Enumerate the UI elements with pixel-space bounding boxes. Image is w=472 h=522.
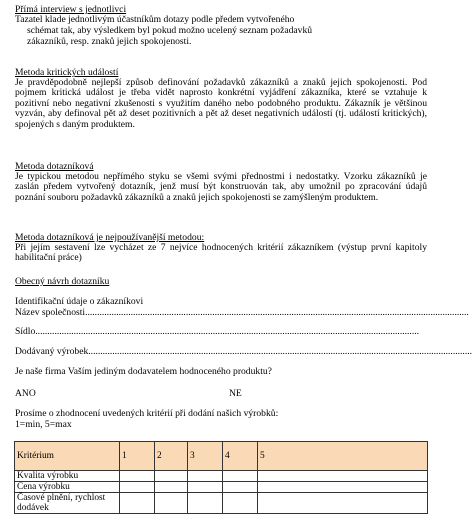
section-body-most-used: Při jejím sestavení lze vycházet ze 7 nejvíce hodnocených kritérií zákazníkem (výstup první kapitoly habilitační práce)	[15, 242, 427, 264]
score-cell[interactable]	[155, 471, 188, 482]
section-body-interview	[15, 14, 427, 47]
answer-no: NE	[229, 388, 242, 399]
score-cell[interactable]	[120, 471, 155, 482]
fill-dots: ................................................................................................................................................................	[35, 326, 420, 337]
score-cell[interactable]	[120, 493, 155, 514]
score-cell[interactable]	[188, 471, 223, 482]
text-line: Tazatel klade jednotlivým účastníkům dotazy podle předem vytvořeného	[15, 14, 295, 25]
table-row	[15, 482, 428, 493]
identification-label: Identifikační údaje o zákazníkovi	[15, 296, 144, 307]
sole-supplier-question: Je naše firma Vaším jediným dodavatelem hodnoceného produktu?	[15, 366, 272, 377]
criterion-cell: Časové plnění, rychlost dodávek	[15, 493, 120, 514]
rating-scale: 1=min, 5=max	[15, 419, 72, 430]
seat-field	[15, 326, 420, 337]
fill-dots: ................................................................................................................................................................	[88, 346, 472, 357]
criterion-cell: Cena výrobku	[15, 482, 120, 493]
score-cell[interactable]	[155, 493, 188, 514]
text-line: schémat tak, aby výsledkem byl pokud možno ucelený seznam požadavků	[27, 25, 313, 36]
header-score-1: 1	[120, 442, 155, 471]
company-name-label: Název společnosti	[15, 307, 86, 318]
section-heading-critical-events: Metoda kritických událostí	[15, 67, 119, 78]
section-body-critical-events: Je pravděpodobně nejlepší způsob definování požadavků zákazníků a znaků jejich spokojenosti. Pod pojmem kritická událost je třeba vidět naprosto konkrétní vyjádření zákazníka, které se vztahuje k pozitivní nebo negativní zkušenosti s využitím daného nebo podobného produktu. Zákazník je většinou vyzván, aby definoval pět až deset pozitivních a pět až deset negativních událostí (tj. událostí kritických), spojených s daným produktem.	[15, 77, 427, 130]
company-name-field	[15, 307, 469, 318]
section-heading-interview: Přímá interview s jednotlivci	[15, 4, 127, 15]
score-cell[interactable]	[188, 493, 223, 514]
score-cell[interactable]	[258, 493, 428, 514]
section-heading-questionnaire-draft: Obecný návrh dotazníku	[15, 276, 110, 287]
criterion-cell: Kvalita výrobku	[15, 471, 120, 482]
header-score-3: 3	[188, 442, 223, 471]
header-criterion: Kritérium	[15, 442, 120, 471]
answer-yes: ANO	[15, 388, 36, 399]
header-score-4: 4	[223, 442, 258, 471]
table-row	[15, 493, 428, 514]
rating-prompt: Prosíme o zhodnocení uvedených kritérií při dodání našich výrobků:	[15, 408, 279, 419]
seat-label: Sídlo	[15, 326, 36, 337]
header-score-2: 2	[155, 442, 188, 471]
fill-dots: ................................................................................................................................................................	[85, 307, 469, 318]
score-cell[interactable]	[223, 482, 258, 493]
score-cell[interactable]	[155, 482, 188, 493]
section-heading-questionnaire: Metoda dotazníková	[15, 161, 94, 172]
table-row	[15, 471, 428, 482]
score-cell[interactable]	[223, 471, 258, 482]
product-label: Dodávaný výrobek	[15, 346, 89, 357]
score-cell[interactable]	[120, 482, 155, 493]
header-score-5: 5	[258, 442, 428, 471]
product-field	[15, 346, 472, 357]
score-cell[interactable]	[223, 493, 258, 514]
score-cell[interactable]	[258, 482, 428, 493]
table-header-row	[15, 442, 428, 471]
section-body-questionnaire: Je typickou metodou nepřímého styku se všemi svými přednostmi i nedostatky. Vzorku zákazníků je zaslán předem vytvořený dotazník, jenž musí být konstruován tak, aby umožnil po zpracování údajů poznání souboru požadavků zákazníků a znaků jejich spokojenosti se zamýšleným produktem.	[15, 171, 427, 203]
section-heading-most-used: Metoda dotazníková je nejpoužívanější metodou:	[15, 232, 205, 243]
rating-table	[14, 441, 428, 514]
text-line: zákazníků, resp. znaků jejich spokojenosti.	[27, 36, 192, 47]
score-cell[interactable]	[188, 482, 223, 493]
score-cell[interactable]	[258, 471, 428, 482]
